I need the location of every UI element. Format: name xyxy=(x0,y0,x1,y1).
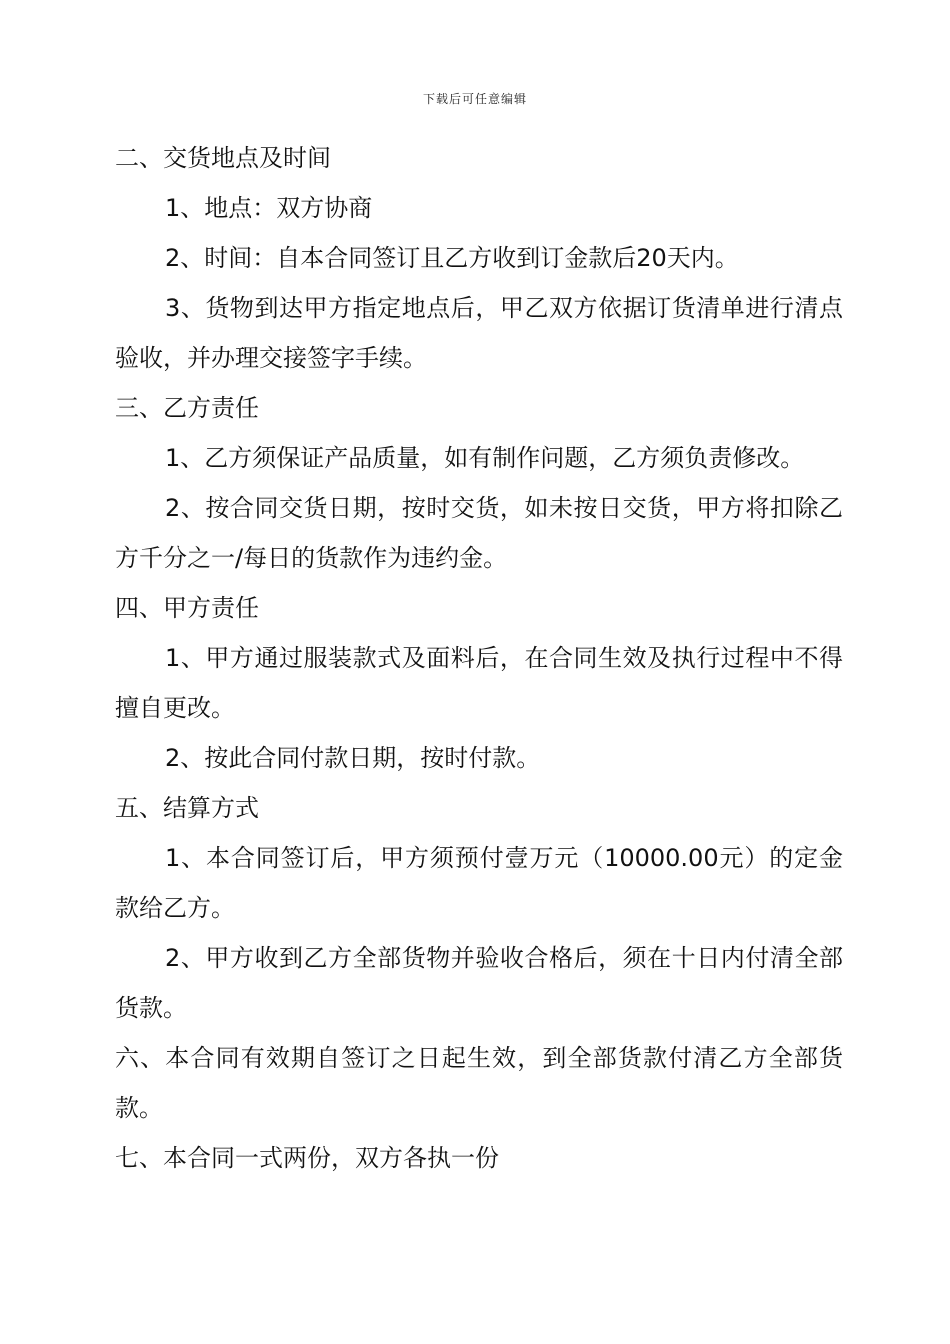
clause-item: 2、按此合同付款日期，按时付款。 xyxy=(165,744,541,772)
clause-item: 1、甲方通过服装款式及面料后，在合同生效及执行过程中不得擅自更改。 xyxy=(115,644,843,722)
clause-item: 1、地点：双方协商 xyxy=(165,194,373,222)
clause-item: 2、时间：自本合同签订且乙方收到订金款后20天内。 xyxy=(165,244,739,272)
clause-item: 1、本合同签订后，甲方须预付壹万元（10000.00元）的定金款给乙方。 xyxy=(115,844,843,922)
page-header: 下载后可任意编辑 xyxy=(422,92,527,106)
clause-item: 1、乙方须保证产品质量，如有制作问题，乙方须负责修改。 xyxy=(165,444,805,472)
section-heading: 五、结算方式 xyxy=(115,794,259,822)
section-clause: 七、本合同一式两份，双方各执一份 xyxy=(115,1144,499,1172)
clause-item: 2、甲方收到乙方全部货物并验收合格后，须在十日内付清全部货款。 xyxy=(115,944,843,1022)
clause-item: 3、货物到达甲方指定地点后，甲乙双方依据订货清单进行清点验收，并办理交接签字手续。 xyxy=(115,294,843,372)
document-body xyxy=(115,133,843,1183)
section-heading: 二、交货地点及时间 xyxy=(115,144,331,172)
clause-item: 2、按合同交货日期，按时交货，如未按日交货，甲方将扣除乙方千分之一/每日的货款作为违约金。 xyxy=(115,494,843,572)
section-heading: 四、甲方责任 xyxy=(115,594,259,622)
section-heading: 三、乙方责任 xyxy=(115,394,259,422)
section-clause: 六、本合同有效期自签订之日起生效，到全部货款付清乙方全部货款。 xyxy=(115,1044,843,1122)
